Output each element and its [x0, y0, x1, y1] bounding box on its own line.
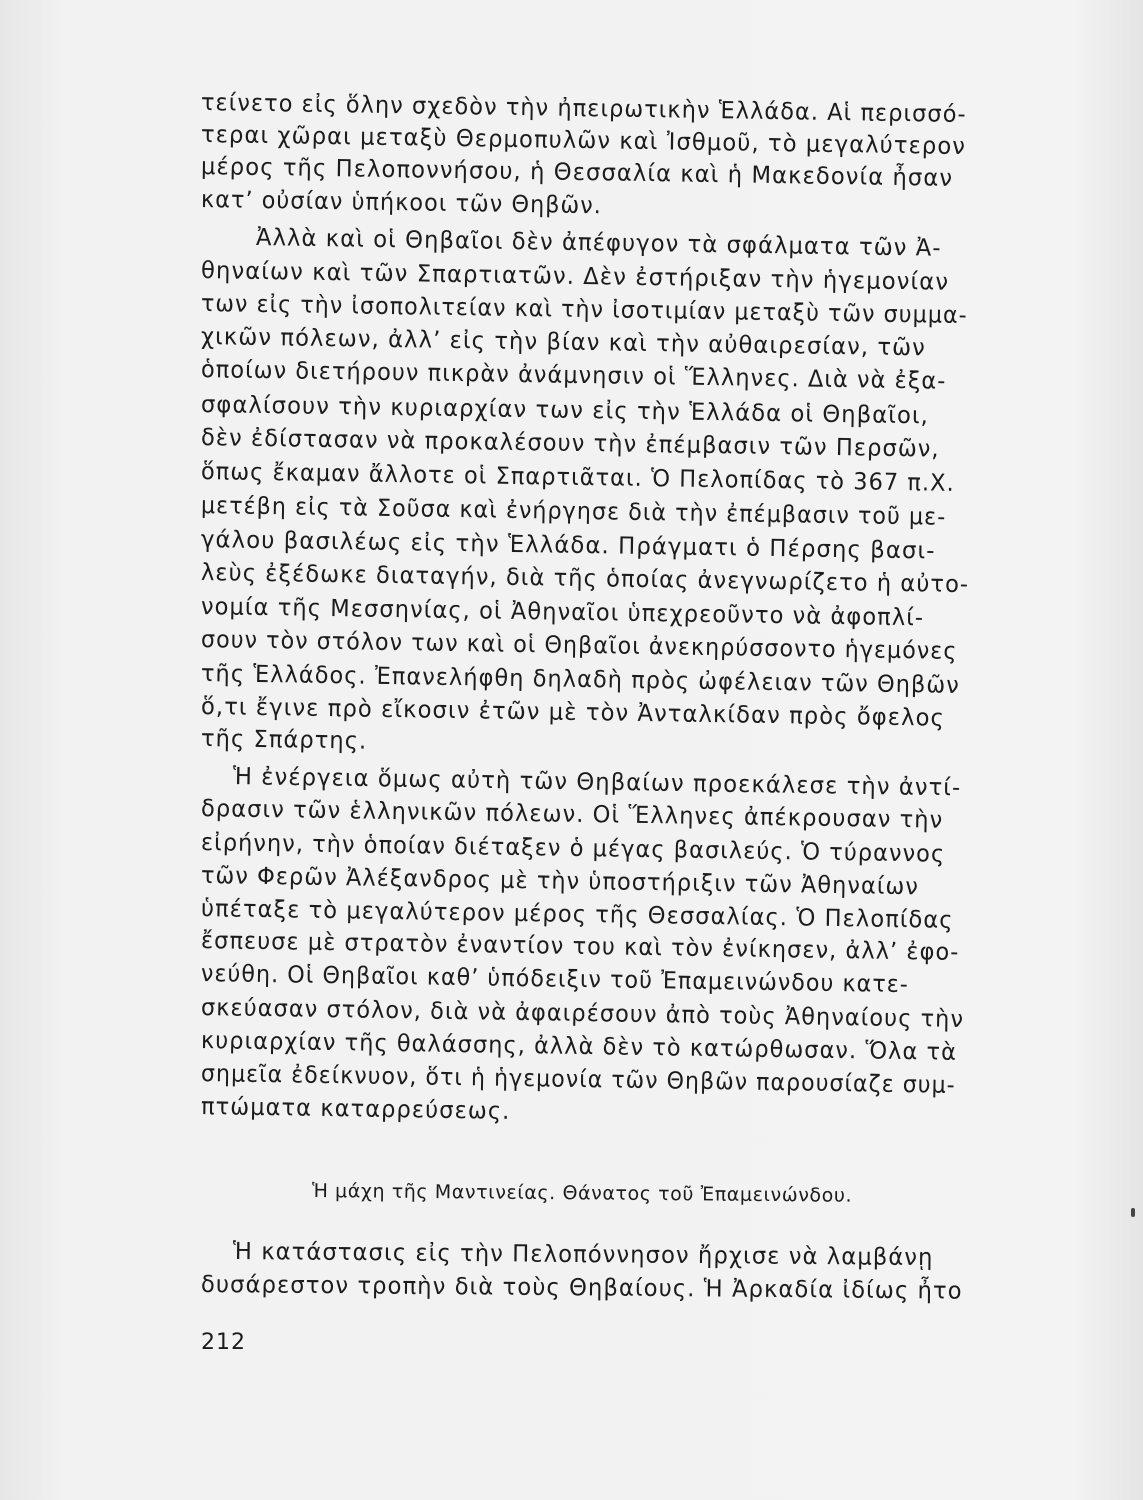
text-line: Ἀλλὰ καὶ οἱ Θηβαῖοι δὲν ἀπέφυγον τὰ σφάλματα τῶν Ἀ-	[255, 223, 942, 262]
text-line: τείνετο εἰς ὅλην σχεδὸν τὴν ἠπειρωτικὴν Ἑλλάδα. Αἱ περισσό-	[200, 88, 967, 129]
text-line: εἰρήνην, τὴν ὁποίαν διέταξεν ὁ μέγας βασιλεύς. Ὁ τύραννος	[200, 828, 946, 868]
text-line: νεύθη. Οἱ Θηβαῖοι καθ’ ὑπόδειξιν τοῦ Ἐπαμεινώνδου κατε-	[200, 959, 910, 999]
text-line: δυσάρεστον τροπὴν διὰ τοὺς Θηβαίους. Ἡ Ἀρκαδία ἰδίως ἦτο	[200, 1270, 963, 1305]
text-line: σημεῖα ἐδείκνυον, ὅτι ἡ ἡγεμονία τῶν Θηβῶν παρουσίαζε συμ-	[200, 1059, 956, 1099]
scan-mark	[1131, 1208, 1135, 1217]
text-line: τῶν Φερῶν Ἀλέξανδρος μὲ τὴν ὑποστήριξιν τῶν Ἀθηναίων	[200, 861, 920, 901]
text-line: Ἡ ἐνέργεια ὅμως αὐτὴ τῶν Θηβαίων προεκάλεσε τὴν ἀντί-	[232, 762, 962, 802]
text-line: κατ’ οὐσίαν ὑπήκοοι τῶν Θηβῶν.	[200, 185, 603, 220]
text-line: ἔσπευσε μὲ στρατὸν ἐναντίον του καὶ τὸν ἐνίκησεν, ἀλλ’ ἐφο-	[200, 926, 960, 966]
text-line: μετέβη εἰς τὰ Σοῦσα καὶ ἐνήργησε διὰ τὴν ἐπέμβασιν τοῦ με-	[200, 491, 947, 531]
section-heading: Ἡ μάχη τῆς Μαντινείας. Θάνατος τοῦ Ἐπαμεινώνδου.	[311, 1180, 853, 1207]
text-line: τεραι χῶραι μεταξὺ Θερμοπυλῶν καὶ Ἰσθμοῦ, τὸ μεγαλύτερον	[200, 120, 967, 161]
text-line: ὅ,τι ἔγινε πρὸ εἴκοσιν ἐτῶν μὲ τὸν Ἀνταλκίδαν πρὸς ὄφελος	[200, 692, 946, 732]
text-line: νομία τῆς Μεσσηνίας, οἱ Ἀθηναῖοι ὑπεχρεοῦντο νὰ ἀφοπλί-	[200, 592, 925, 632]
text-line: σφαλίσουν τὴν κυριαρχίαν των εἰς τὴν Ἑλλάδα οἱ Θηβαῖοι,	[200, 390, 930, 430]
text-line: χικῶν πόλεων, ἀλλ’ εἰς τὴν βίαν καὶ τὴν αὐθαιρεσίαν, τῶν	[200, 322, 927, 362]
text-line: κυριαρχίαν τῆς θαλάσσης, ἀλλὰ δὲν τὸ κατώρθωσαν. Ὅλα τὰ	[200, 1026, 958, 1066]
text-line: ὁποίων διετήρουν πικρὰν ἀνάμνησιν οἱ Ἕλληνες. Διὰ νὰ ἐξα-	[200, 355, 947, 395]
text-line: σκεύασαν στόλον, διὰ νὰ ἀφαιρέσουν ἀπὸ τοὺς Ἀθηναίους τὴν	[200, 993, 965, 1033]
text-line: γάλου βασιλέως εἰς τὴν Ἑλλάδα. Πράγματι ὁ Πέρσης βασι-	[200, 525, 936, 565]
text-line: δὲν ἐδίστασαν νὰ προκαλέσουν τὴν ἐπέμβασιν τῶν Περσῶν,	[200, 423, 940, 463]
text-line: των εἰς τὴν ἰσοπολιτείαν καὶ τὴν ἰσοτιμίαν μεταξὺ τῶν συμμα-	[200, 289, 968, 330]
page-number: 212	[201, 1330, 246, 1355]
text-line: λεὺς ἐξέδωκε διαταγήν, διὰ τῆς ὁποίας ἀνεγνωρίζετο ἡ αὐτο-	[200, 558, 970, 599]
text-line: ὅπως ἔκαμαν ἄλλοτε οἱ Σπαρτιᾶται. Ὁ Πελοπίδας τὸ 367 π.Χ.	[200, 457, 955, 497]
text-line: πτώματα καταρρεύσεως.	[200, 1092, 511, 1125]
text-line: τῆς Ἑλλάδος. Ἐπανελήφθη δηλαδὴ πρὸς ὠφέλειαν τῶν Θηβῶν	[200, 659, 961, 699]
text-line: τῆς Σπάρτης.	[200, 724, 368, 755]
text-line: δρασιν τῶν ἑλληνικῶν πόλεων. Οἱ Ἕλληνες ἀπέκρουσαν τὴν	[200, 794, 944, 834]
text-line: ὑπέταξε τὸ μεγαλύτερον μέρος τῆς Θεσσαλίας. Ὁ Πελοπίδας	[200, 894, 954, 934]
text-line: μέρος τῆς Πελοποννήσου, ἡ Θεσσαλία καὶ ἡ Μακεδονία ἦσαν	[200, 152, 954, 192]
text-line: σουν τὸν στόλον των καὶ οἱ Θηβαῖοι ἀνεκηρύσσοντο ἡγεμόνες	[200, 625, 958, 665]
text-line: θηναίων καὶ τῶν Σπαρτιατῶν. Δὲν ἐστήριξαν τὴν ἡγεμονίαν	[200, 256, 950, 296]
text-line: Ἡ κατάστασις εἰς τὴν Πελοπόννησον ἤρχισε νὰ λαμβάνῃ	[232, 1237, 934, 1272]
